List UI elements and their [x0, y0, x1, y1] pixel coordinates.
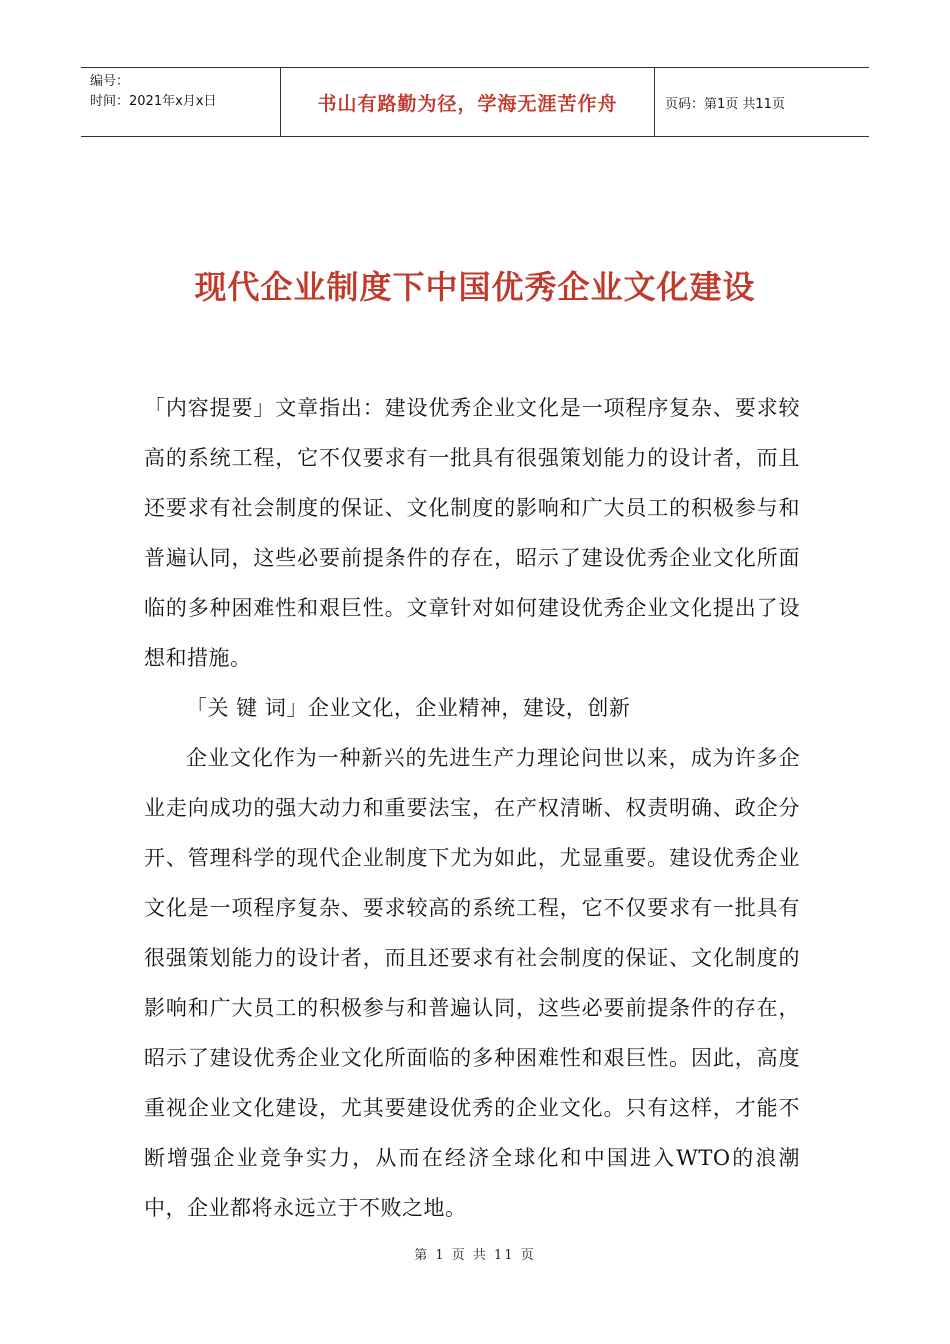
- motto-text: 书山有路勤为径，学海无涯苦作舟: [317, 92, 618, 115]
- header-motto: [281, 68, 655, 136]
- page-info-text: 页码：第1页 共11页: [665, 96, 785, 112]
- document-body: [144, 383, 800, 1233]
- page-header: [81, 67, 869, 137]
- body-paragraph: 企业文化作为一种新兴的先进生产力理论问世以来，成为许多企业走向成功的强大动力和重要法宝，在产权清晰、权责明确、政企分开、管理科学的现代企业制度下尤为如此，尤显重要。建设优秀企业文化是一项程序复杂、要求较高的系统工程，它不仅要求有一批具有很强策划能力的设计者，而且还要求有社会制度的保证、文化制度的影响和广大员工的积极参与和普遍认同，这些必要前提条件的存在，昭示了建设优秀企业文化所面临的多种困难性和艰巨性。因此，高度重视企业文化建设，尤其要建设优秀的企业文化。只有这样，才能不断增强企业竞争实力，从而在经济全球化和中国进入WTO的浪潮中，企业都将永远立于不败之地。: [144, 746, 800, 1220]
- page-footer: 第 1 页 共 11 页: [414, 1248, 536, 1263]
- header-meta: [81, 68, 281, 136]
- keywords-paragraph: 「关 键 词」企业文化，企业精神，建设，创新: [186, 696, 631, 720]
- document-title: 现代企业制度下中国优秀企业文化建设: [194, 268, 756, 306]
- time-label: 时间：2021年x月x日: [90, 94, 217, 109]
- number-label: 编号：: [90, 74, 130, 89]
- abstract-paragraph: 「内容提要」文章指出：建设优秀企业文化是一项程序复杂、要求较高的系统工程，它不仅要求有一批具有很强策划能力的设计者，而且还要求有社会制度的保证、文化制度的影响和广大员工的积极参与和普遍认同，这些必要前提条件的存在，昭示了建设优秀企业文化所面临的多种困难性和艰巨性。文章针对如何建设优秀企业文化提出了设想和措施。: [144, 396, 800, 670]
- header-page-info: [655, 68, 869, 136]
